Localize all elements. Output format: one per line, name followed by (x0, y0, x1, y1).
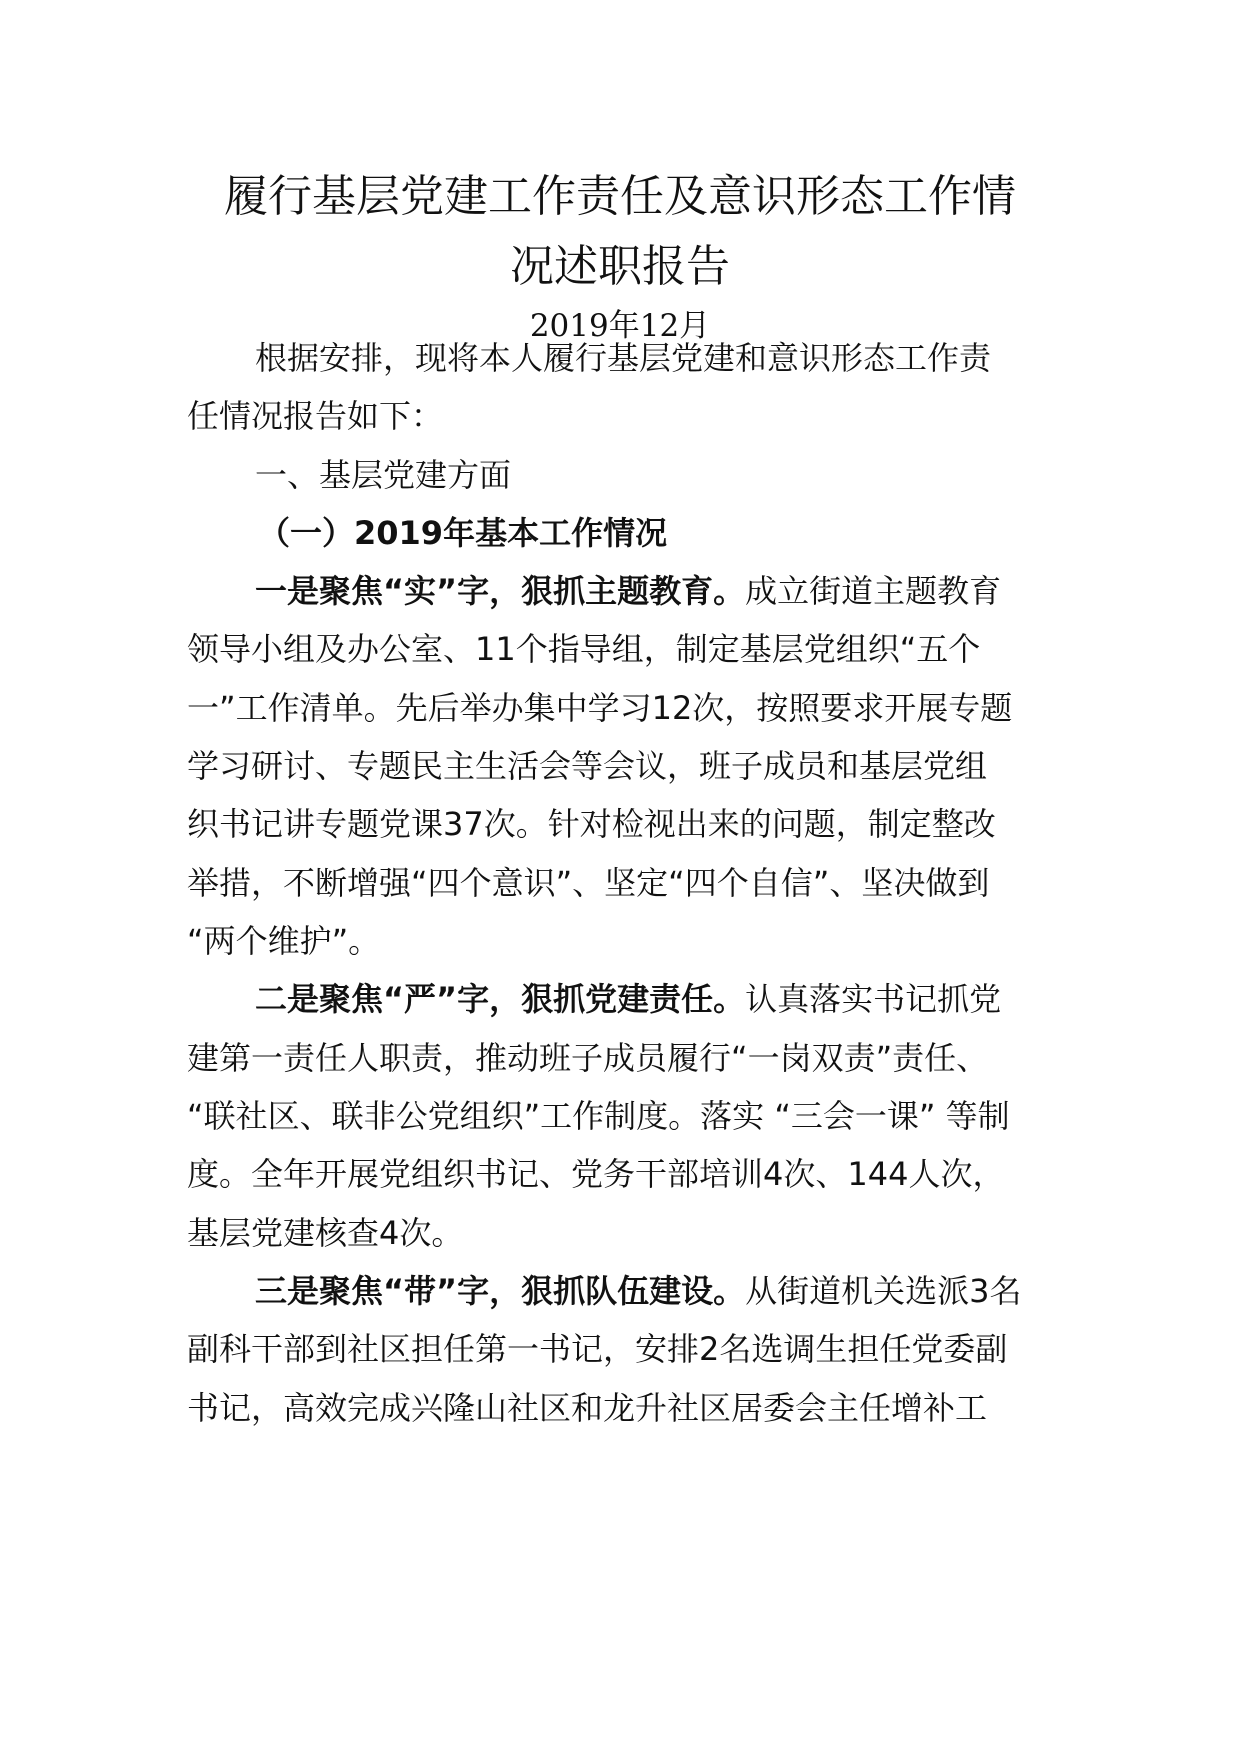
para3-line-3: 书记，高效完成兴隆山社区和龙升社区居委会主任增补工 (187, 1389, 988, 1427)
document-title-line-2: 况述职报告 (510, 241, 730, 292)
para1-line-1 (255, 569, 1001, 613)
document-title-line-1: 履行基层党建工作责任及意识形态工作情 (224, 171, 1016, 222)
para1-lead: 一是聚焦“实”字，狠抓主题教育。 (255, 572, 746, 610)
para2-line-3: “联社区、联非公党组织”工作制度。落实 “三会一课” 等制 (187, 1097, 1010, 1135)
para1-line-7: “两个维护”。 (187, 922, 381, 960)
para3-line-2: 副科干部到社区担任第一书记，安排2名选调生担任党委副 (187, 1330, 1008, 1368)
para1-line-5: 织书记讲专题党课37次。针对检视出来的问题，制定整改 (187, 805, 996, 843)
para3-lead: 三是聚焦“带”字，狠抓队伍建设。 (255, 1272, 746, 1310)
para3-line-1 (255, 1269, 1021, 1313)
para1-line-2: 领导小组及办公室、11个指导组，制定基层党组织“五个 (187, 630, 981, 668)
document-date: 2019年12月 (529, 308, 711, 344)
para2-line-1 (255, 977, 1001, 1021)
para3-text: 从街道机关选派3名 (745, 1272, 1022, 1310)
para1-line-3: 一”工作清单。先后举办集中学习12次，按照要求开展专题 (187, 689, 1013, 727)
para1-line-4: 学习研讨、专题民主生活会等会议，班子成员和基层党组 (187, 747, 988, 785)
para2-text: 认真落实书记抓党 (745, 980, 1002, 1018)
subsection-heading: （一）2019年基本工作情况 (258, 514, 668, 552)
section-heading: 一、基层党建方面 (255, 456, 512, 494)
para2-line-2: 建第一责任人职责，推动班子成员履行“一岗双责”责任、 (187, 1039, 989, 1077)
intro-line-2: 任情况报告如下： (187, 397, 444, 435)
para1-line-6: 举措，不断增强“四个意识”、坚定“四个自信”、坚决做到 (187, 864, 990, 902)
para1-text: 成立街道主题教育 (745, 572, 1002, 610)
para2-line-5: 基层党建核查4次。 (187, 1214, 464, 1252)
intro-line-1: 根据安排，现将本人履行基层党建和意识形态工作责 (255, 339, 992, 377)
para2-line-4: 度。全年开展党组织书记、党务干部培训4次、144人次， (187, 1155, 1005, 1193)
para2-lead: 二是聚焦“严”字，狠抓党建责任。 (255, 980, 746, 1018)
